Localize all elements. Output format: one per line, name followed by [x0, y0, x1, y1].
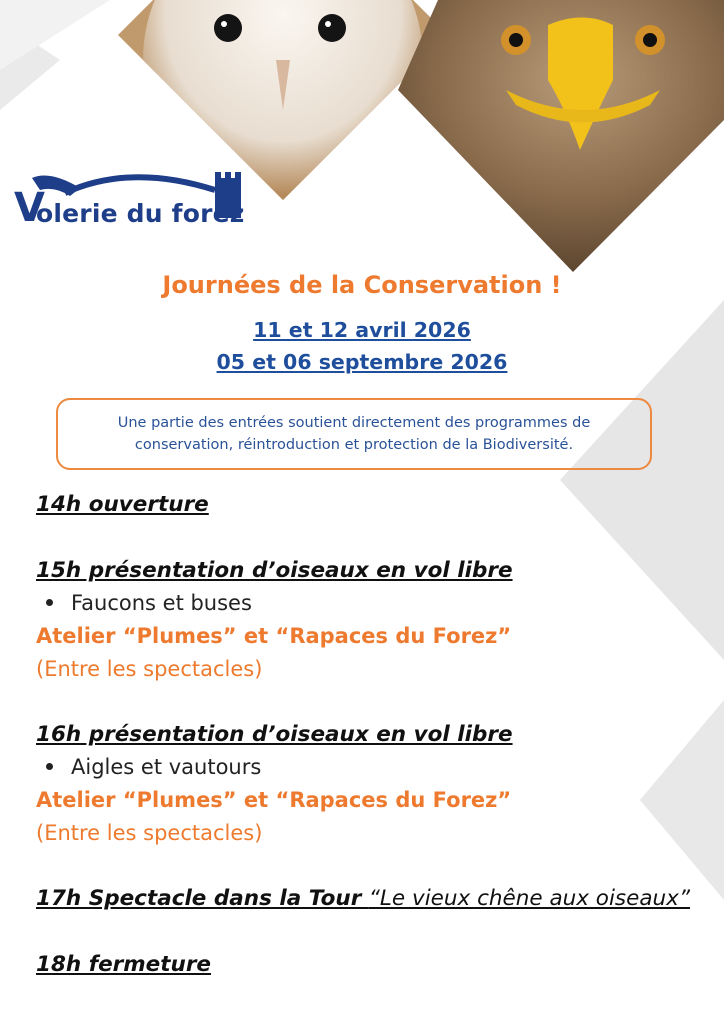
show2-bullet — [46, 755, 261, 779]
notice-text: Une partie des entrées soutient directement des programmes de conservation, réintroduction et protection de la Biodiversité. — [117, 415, 591, 453]
show1-atelier: Atelier “Plumes” et “Rapaces du Forez” — [36, 624, 512, 648]
eagle-photo — [398, 0, 724, 272]
closing-time: 18h fermeture — [36, 952, 212, 977]
show1-note: (Entre les spectacles) — [36, 657, 263, 681]
logo-v-letter: V — [14, 185, 45, 231]
opening-time: 14h ouverture — [36, 492, 209, 517]
show1-bullet — [46, 591, 252, 615]
event-date-1: 11 et 12 avril 2026 — [253, 318, 471, 342]
tower-show — [36, 886, 690, 911]
show2-note: (Entre les spectacles) — [36, 821, 263, 845]
show2-atelier: Atelier “Plumes” et “Rapaces du Forez” — [36, 788, 512, 812]
show2-bullet-text: Aigles et vautours — [71, 755, 262, 779]
tower-show-quote: “Le vieux chêne aux oiseaux” — [368, 886, 691, 911]
event-date-2: 05 et 06 septembre 2026 — [216, 350, 508, 374]
bullet-dot — [46, 599, 53, 606]
show1-bullet-text: Faucons et buses — [71, 591, 252, 615]
logo-text: olerie du forez — [36, 199, 245, 228]
tower-show-title: 17h Spectacle dans la Tour — [36, 886, 369, 911]
conservation-notice — [56, 398, 652, 470]
show2-title: 16h présentation d’oiseaux en vol libre — [36, 722, 513, 747]
bullet-dot — [46, 763, 53, 770]
event-title: Journées de la Conservation ! — [162, 271, 562, 299]
show1-title: 15h présentation d’oiseaux en vol libre — [36, 558, 513, 583]
